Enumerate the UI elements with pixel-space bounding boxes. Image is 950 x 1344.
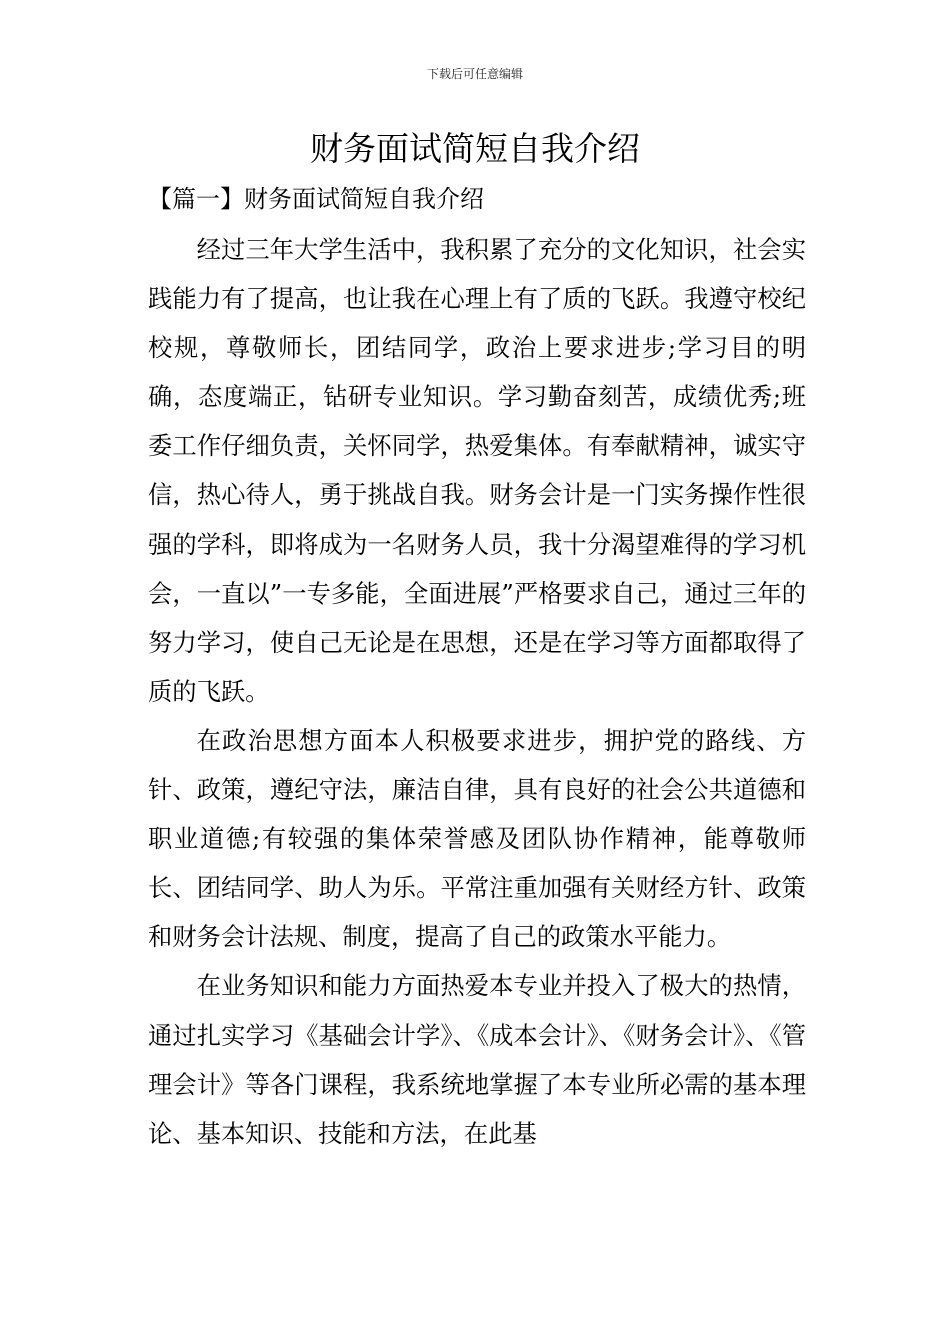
header-note: 下载后可任意编辑	[426, 67, 523, 81]
section-heading: 【篇一】财务面试简短自我介绍	[148, 185, 484, 213]
document-title: 财务面试简短自我介绍	[310, 129, 640, 168]
paragraph-3: 在业务知识和能力方面热爱本专业并投入了极大的热情，通过扎实学习《基础会计学》、《成本会计》、《财务会计》、《管理会计》等各门课程，我系统地掌握了本专业所必需的基本理论、基本知识、技能和方法，在此基	[148, 971, 806, 1148]
paragraph-1: 经过三年大学生活中，我积累了充分的文化知识，社会实践能力有了提高，也让我在心理上有了质的飞跃。我遵守校纪校规，尊敬师长，团结同学，政治上要求进步;学习目的明确，态度端正，钻研专业知识。学习勤奋刻苦，成绩优秀;班委工作仔细负责，关怀同学，热爱集体。有奉献精神，诚实守信，热心待人，勇于挑战自我。财务会计是一门实务操作性很强的学科，即将成为一名财务人员，我十分渴望难得的学习机会，一直以”一专多能，全面进展”严格要求自己，通过三年的努力学习，使自己无论是在思想，还是在学习等方面都取得了质的飞跃。	[148, 235, 806, 706]
paragraph-2: 在政治思想方面本人积极要求进步，拥护党的路线、方针、政策，遵纪守法，廉洁自律，具有良好的社会公共道德和职业道德;有较强的集体荣誉感及团队协作精神，能尊敬师长、团结同学、助人为乐。平常注重加强有关财经方针、政策和财务会计法规、制度，提高了自己的政策水平能力。	[148, 725, 806, 952]
body-text	[148, 225, 806, 1158]
